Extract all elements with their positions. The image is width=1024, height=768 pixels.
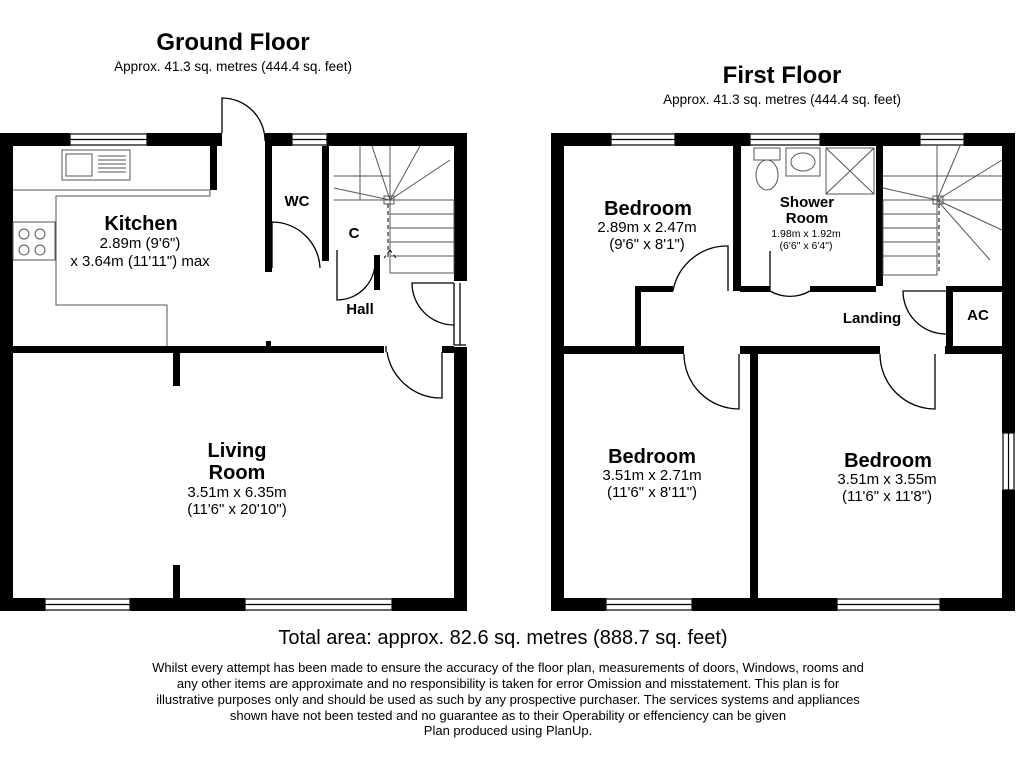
kitchen-dimensions-metric: 2.89m (9'6")	[99, 235, 181, 252]
wc-name: WC	[284, 193, 310, 210]
hall-name: Hall	[346, 301, 374, 318]
kitchen-name: Kitchen	[104, 213, 178, 235]
bedroom2-dimensions-metric: 3.51m x 2.71m	[602, 467, 702, 484]
living-room-name-line1: Living	[207, 440, 267, 462]
bedroom3-name: Bedroom	[844, 450, 932, 472]
living-room-name-line2: Room	[208, 462, 266, 484]
disclaimer-line: shown have not been tested and no guarantee as to their Operability or effenciency can be given	[229, 707, 787, 723]
disclaimer-line: illustrative purposes only and should be used as such by any prospective purchaser. The services systems and appliances	[156, 691, 860, 707]
first-floor-title: First Floor	[722, 62, 842, 89]
disclaimer-line: any other items are approximate and no responsibility is taken for error Omission and misstatement. This plan is for	[176, 675, 840, 691]
living-room-dimensions-metric: 3.51m x 6.35m	[187, 484, 287, 501]
shower-room-name-line2: Room	[785, 210, 829, 227]
bedroom3-dimensions-metric: 3.51m x 3.55m	[837, 471, 937, 488]
shower-room-fixtures	[754, 148, 874, 194]
shower-room-dimensions-metric: 1.98m x 1.92m	[771, 228, 841, 240]
cupboard-name: C	[348, 225, 360, 242]
bedroom1-name: Bedroom	[604, 198, 692, 220]
kitchen-dimensions-imperial: x 3.64m (11'11") max	[70, 253, 210, 270]
ground-floor-staircase	[334, 146, 454, 273]
disclaimer-line: Plan produced using PlanUp.	[423, 723, 593, 739]
disclaimer-line: Whilst every attempt has been made to ensure the accuracy of the floor plan, measurements of doors, Windows, rooms and	[152, 660, 864, 675]
bedroom1-dimensions-imperial: (9'6" x 8'1")	[609, 236, 685, 253]
landing-name: Landing	[842, 310, 902, 327]
bedroom2-name: Bedroom	[608, 446, 696, 468]
airing-cupboard-name: AC	[967, 307, 989, 324]
shower-room-name-line1: Shower	[779, 194, 835, 211]
living-room-dimensions-imperial: (11'6" x 20'10")	[187, 501, 287, 518]
bedroom2-dimensions-imperial: (11'6" x 8'11")	[606, 484, 698, 501]
total-area: Total area: approx. 82.6 sq. metres (888.7 sq. feet)	[278, 627, 728, 649]
disclaimer	[128, 660, 888, 739]
bedroom1-dimensions-metric: 2.89m x 2.47m	[597, 219, 697, 236]
ground-floor-plan	[0, 98, 467, 611]
bedroom3-dimensions-imperial: (11'6" x 11'8")	[841, 488, 933, 505]
ground-floor-area: Approx. 41.3 sq. metres (444.4 sq. feet)	[114, 59, 352, 74]
ground-floor-exterior-walls	[0, 133, 467, 611]
ground-floor-title: Ground Floor	[156, 29, 310, 56]
first-floor-staircase	[883, 146, 1002, 275]
first-floor-doors	[673, 246, 946, 409]
first-floor-area: Approx. 41.3 sq. metres (444.4 sq. feet)	[663, 92, 901, 107]
shower-room-dimensions-imperial: (6'6" x 6'4")	[779, 240, 833, 252]
ground-floor-windows	[45, 134, 392, 610]
